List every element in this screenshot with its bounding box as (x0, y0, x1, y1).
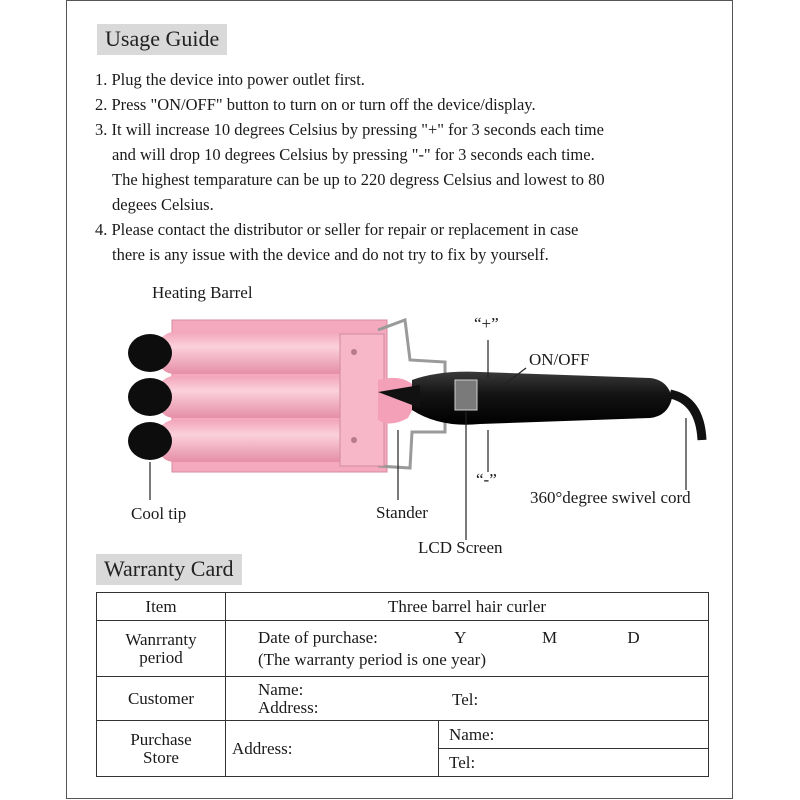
table-row (97, 621, 709, 677)
period-note: (The warranty period is one year) (258, 649, 486, 669)
item-label: Item (97, 593, 226, 621)
store-tel-field[interactable]: Tel: (439, 749, 709, 777)
lcd-screen-shape (455, 380, 477, 410)
month-field[interactable]: M (542, 627, 558, 647)
guide-line-3d: degees Celsius. (112, 195, 214, 214)
customer-address-field[interactable]: Address: (258, 697, 319, 717)
warranty-table (96, 592, 709, 777)
label-swivel-cord: 360°degree swivel cord (530, 488, 691, 507)
label-stander: Stander (376, 503, 428, 522)
cool-tips (128, 334, 172, 460)
item-value: Three barrel hair curler (226, 593, 709, 621)
period-value (226, 621, 709, 677)
period-label-line-1: Wanrranty (125, 629, 197, 649)
warranty-card-title: Warranty Card (96, 554, 242, 585)
barrels (158, 332, 358, 462)
customer-name-field[interactable]: Name: (258, 679, 304, 699)
date-of-purchase-label: Date of purchase: (258, 627, 378, 647)
customer-label: Customer (97, 677, 226, 721)
customer-fields (226, 677, 709, 721)
store-name-field[interactable]: Name: (439, 721, 709, 749)
label-heating-barrel: Heating Barrel (152, 283, 253, 302)
label-cool-tip: Cool tip (131, 504, 187, 523)
label-plus: “+” (474, 314, 499, 333)
table-row (97, 593, 709, 621)
period-label-line-2: period (139, 647, 183, 667)
label-on-off: ON/OFF (529, 350, 590, 369)
label-lcd-screen: LCD Screen (418, 538, 503, 557)
store-address-field[interactable]: Address: (226, 721, 439, 777)
guide-line-2: 2. Press "ON/OFF" button to turn on or turn off the device/display. (95, 95, 536, 114)
usage-guide-title: Usage Guide (97, 24, 227, 55)
year-field[interactable]: Y (454, 627, 466, 647)
customer-tel-field[interactable]: Tel: (452, 690, 479, 709)
store-label-line-1: Purchase (130, 729, 192, 749)
store-label-line-2: Store (143, 747, 179, 767)
guide-line-3: 3. It will increase 10 degrees Celsius by pressing "+" for 3 seconds each time (95, 120, 604, 139)
table-row (97, 721, 709, 749)
store-label (97, 721, 226, 777)
label-minus: “-” (476, 470, 497, 489)
guide-line-1: 1. Plug the device into power outlet first. (95, 70, 365, 89)
guide-line-4: 4. Please contact the distributor or seller for repair or replacement in case (95, 220, 579, 239)
period-label (97, 621, 226, 677)
guide-line-3c: The highest temparature can be up to 220 degress Celsius and lowest to 80 (112, 170, 605, 189)
table-row (97, 677, 709, 721)
day-field[interactable]: D (627, 627, 640, 647)
connector-block (340, 334, 384, 466)
handle (412, 372, 672, 425)
guide-line-3b: and will drop 10 degrees Celsius by pressing "-" for 3 seconds each time. (112, 145, 595, 164)
guide-line-4b: there is any issue with the device and do not try to fix by yourself. (112, 245, 549, 264)
